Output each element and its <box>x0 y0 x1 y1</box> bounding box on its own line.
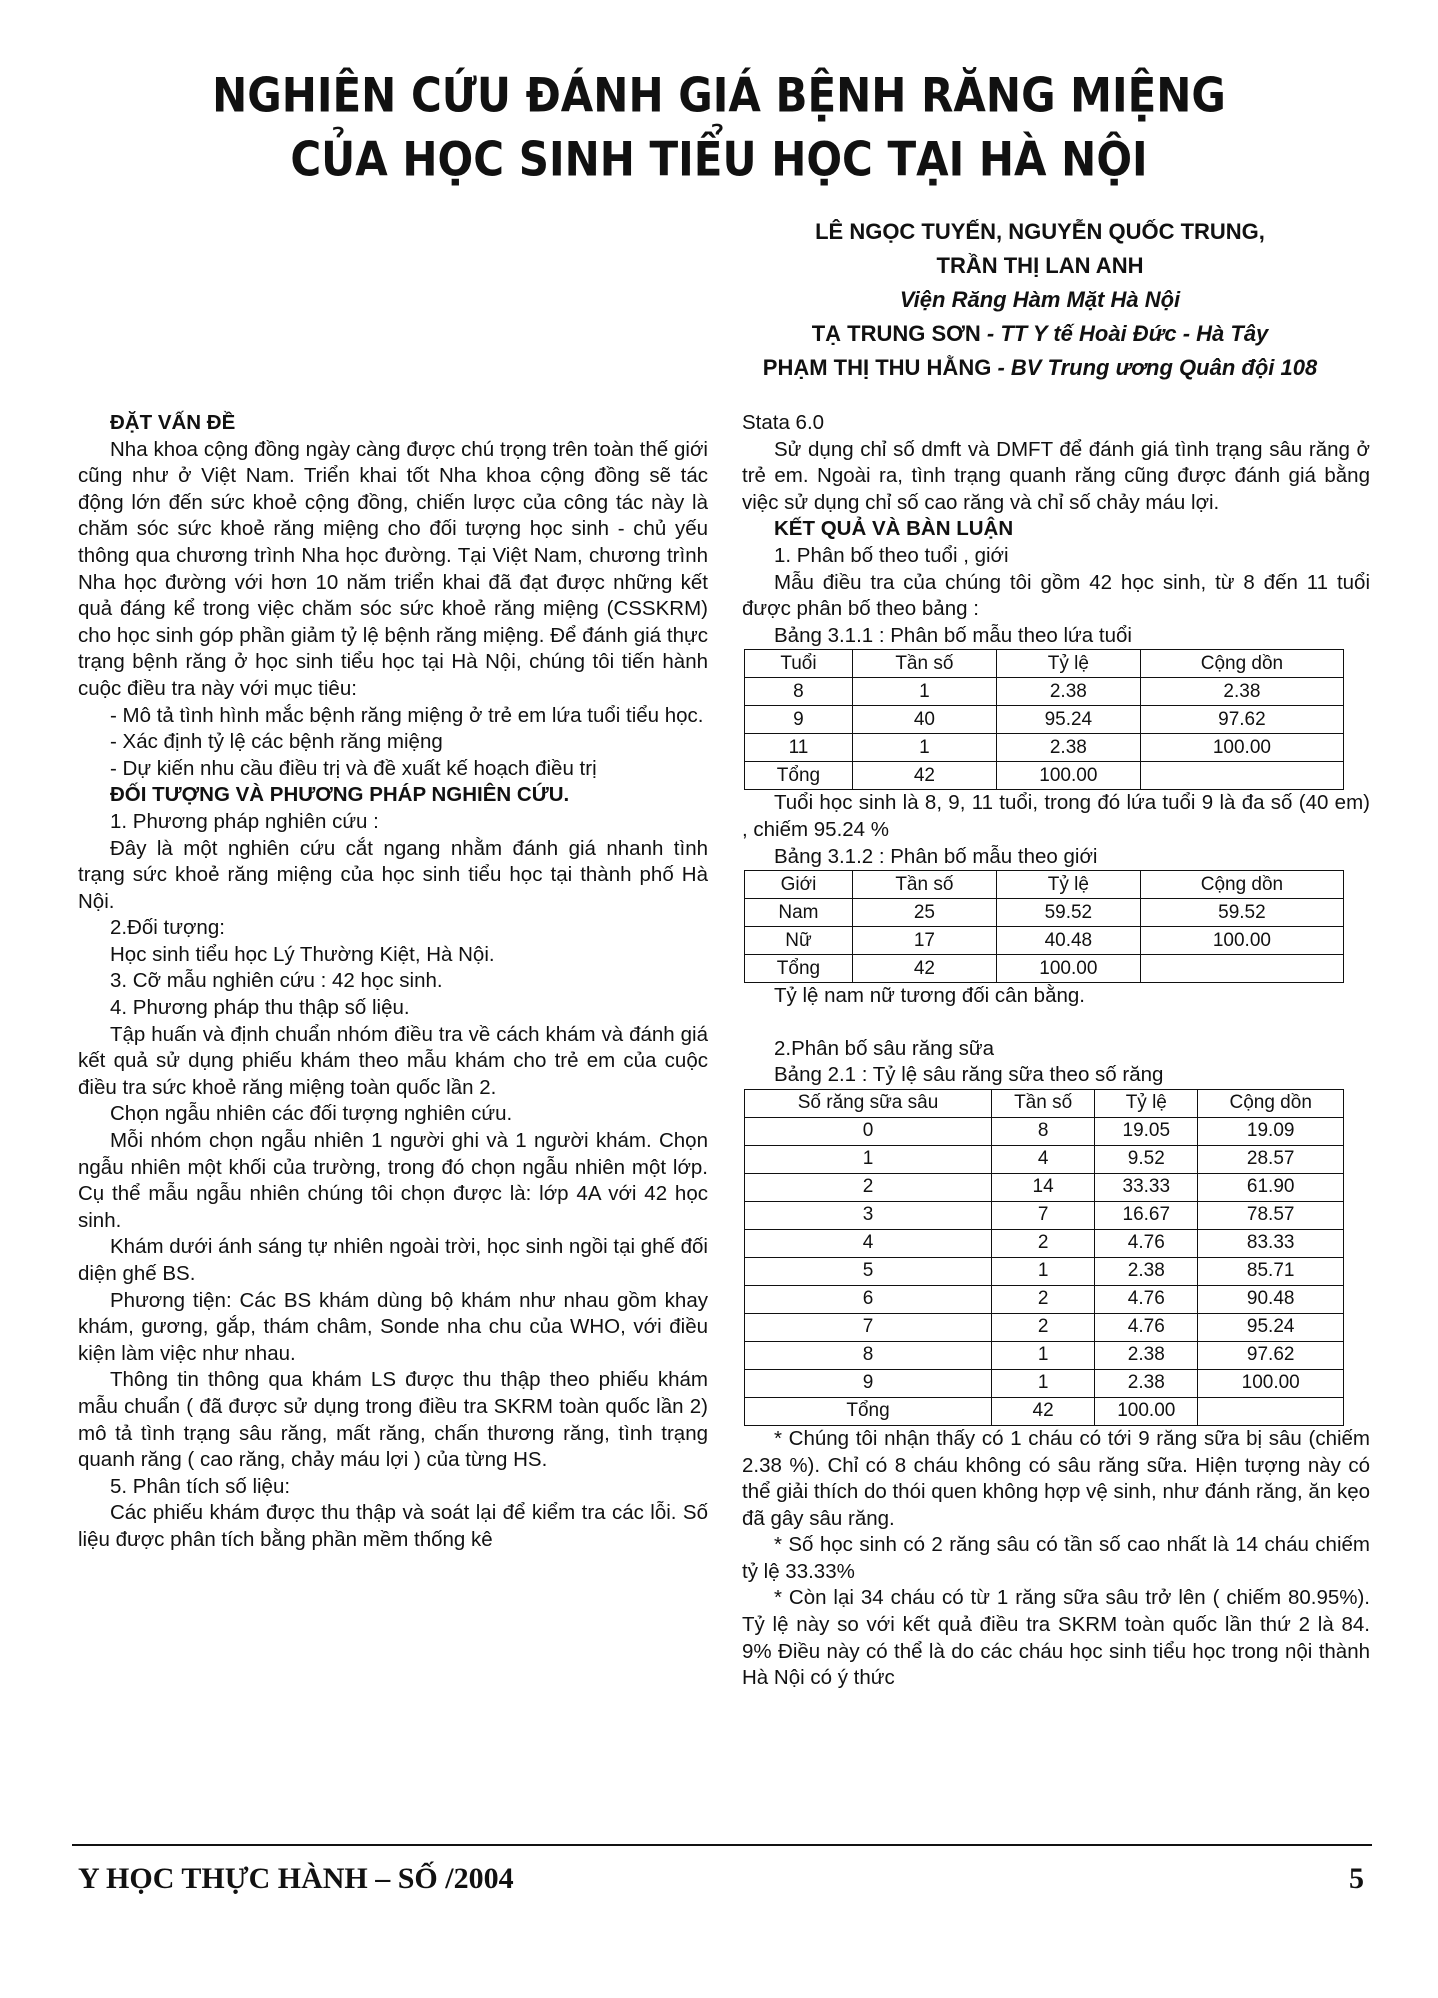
table-cell: Tổng <box>745 1397 992 1425</box>
paragraph: Đây là một nghiên cứu cắt ngang nhằm đánh giá nhanh tình trạng sức khoẻ răng miệng của học sinh tiểu học tại thành phố Hà Nội. <box>78 836 708 913</box>
table-cell: 2.38 <box>1095 1257 1198 1285</box>
table-cell: 2 <box>745 1173 992 1201</box>
table-header-cell: Tỷ lệ <box>996 650 1140 678</box>
table-header-cell: Tần số <box>852 650 996 678</box>
table-row <box>745 678 1344 706</box>
table-row <box>745 927 1344 955</box>
table-cell: 11 <box>745 734 853 762</box>
journal-footer: Y HỌC THỰC HÀNH – SỐ /2004 <box>78 1862 514 1895</box>
table-cell: 97.62 <box>1140 706 1343 734</box>
table-cell: 90.48 <box>1198 1285 1344 1313</box>
table-cell: 4.76 <box>1095 1285 1198 1313</box>
table-cell: 85.71 <box>1198 1257 1344 1285</box>
table-cell: 19.05 <box>1095 1117 1198 1145</box>
author-line-5 <box>700 351 1380 385</box>
table-cell: 2 <box>992 1285 1095 1313</box>
table-cell <box>1140 762 1343 790</box>
table-header-cell: Cộng dồn <box>1198 1089 1344 1117</box>
table-cell <box>1198 1397 1344 1425</box>
table-row <box>745 706 1344 734</box>
table-row <box>745 1229 1344 1257</box>
table-cell: 59.52 <box>1140 899 1343 927</box>
paragraph: Tuổi học sinh là 8, 9, 11 tuổi, trong đó lứa tuổi 9 là đa số (40 em) , chiếm 95.24 % <box>742 791 1370 841</box>
table-cell: 2 <box>992 1313 1095 1341</box>
objective-item: - Mô tả tình hình mắc bệnh răng miệng ở trẻ em lứa tuổi tiểu học. <box>110 703 704 727</box>
table-cell: 2.38 <box>1095 1369 1198 1397</box>
table-row <box>745 1117 1344 1145</box>
table-header-cell: Cộng dồn <box>1140 650 1343 678</box>
author-name-4: TẠ TRUNG SƠN <box>811 321 981 346</box>
table-cell: 1 <box>852 678 996 706</box>
section-heading-intro: ĐẶT VẤN ĐỀ <box>110 411 236 434</box>
table-cell: 7 <box>992 1201 1095 1229</box>
table-age-distribution <box>744 649 1344 790</box>
table-cell: 4.76 <box>1095 1313 1198 1341</box>
author-line-4 <box>700 317 1380 351</box>
table-cell: 100.00 <box>1198 1369 1344 1397</box>
table-cell: 42 <box>852 955 996 983</box>
table-cell: 78.57 <box>1198 1201 1344 1229</box>
subheading: 3. Cỡ mẫu nghiên cứu : 42 học sinh. <box>110 969 443 993</box>
table-cell: 25 <box>852 899 996 927</box>
section-heading-methods: ĐỐI TƯỢNG VÀ PHƯƠNG PHÁP NGHIÊN CỨU. <box>110 783 570 807</box>
table-header-row <box>745 650 1344 678</box>
table-header-cell: Số răng sữa sâu <box>745 1089 992 1117</box>
paragraph: Sử dụng chỉ số dmft và DMFT để đánh giá tình trạng sâu răng ở trẻ em. Ngoài ra, tình trạng quanh răng cũng được đánh giá bằng việc sử dụng chỉ số cao răng và chỉ số chảy máu lợi. <box>742 437 1370 514</box>
footer-rule <box>72 1844 1372 1846</box>
subheading: 1. Phương pháp nghiên cứu : <box>110 809 379 833</box>
table-cell: 100.00 <box>996 762 1140 790</box>
table-cell: Tổng <box>745 762 853 790</box>
table-row <box>745 1285 1344 1313</box>
table-header-row <box>745 871 1344 899</box>
table-cell: 4 <box>745 1229 992 1257</box>
table-cell: 28.57 <box>1198 1145 1344 1173</box>
table-cell: 1 <box>745 1145 992 1173</box>
table-cell: 0 <box>745 1117 992 1145</box>
table-cell: 9.52 <box>1095 1145 1198 1173</box>
table-gender-distribution <box>744 870 1344 983</box>
table-row <box>745 1145 1344 1173</box>
table-cell: Nam <box>745 899 853 927</box>
table-cell: 40 <box>852 706 996 734</box>
table-cell: 59.52 <box>996 899 1140 927</box>
table-cell: 14 <box>992 1173 1095 1201</box>
table-row <box>745 955 1344 983</box>
table-header-cell: Cộng dồn <box>1140 871 1343 899</box>
author-line-1: LÊ NGỌC TUYẾN, NGUYỄN QUỐC TRUNG, <box>815 219 1265 244</box>
table-row <box>745 899 1344 927</box>
table-caption-caries: Bảng 2.1 : Tỷ lệ sâu răng sữa theo số răng <box>774 1063 1164 1087</box>
table-header-cell: Tỷ lệ <box>996 871 1140 899</box>
table-cell: 100.00 <box>1095 1397 1198 1425</box>
table-cell: 5 <box>745 1257 992 1285</box>
subheading: 1. Phân bố theo tuổi , giới <box>774 543 1009 567</box>
table-header-row <box>745 1089 1344 1117</box>
table-cell: 61.90 <box>1198 1173 1344 1201</box>
table-row <box>745 1397 1344 1425</box>
paragraph: Chọn ngẫu nhiên các đối tượng nghiên cứu. <box>110 1102 513 1126</box>
table-row <box>745 762 1344 790</box>
paragraph: Nha khoa cộng đồng ngày càng được chú trọng trên toàn thế giới cũng như ở Việt Nam. Triển khai tốt Nha khoa cộng đồng sẽ tác động lớn đến sức khoẻ cộng đồng, chiến lược của công tác này là chăm sóc sức khoẻ răng miệng cho đối tượng học sinh - chủ yếu thông qua chương trình Nha học đường. Tại Việt Nam, chương trình Nha học đường với hơn 10 năm triển khai đã đạt được những kết quả đáng kể trong việc chăm sóc sức khoẻ răng miệng (CSSKRM) cho học sinh góp phần giảm tỷ lệ bệnh răng miệng. Để đánh giá thực trạng bệnh răng ở học sinh tiểu học tại Hà Nội, chúng tôi tiến hành cuộc điều tra này với mục tiêu: <box>78 437 708 700</box>
table-cell: 9 <box>745 1369 992 1397</box>
table-cell: 7 <box>745 1313 992 1341</box>
table-cell: 33.33 <box>1095 1173 1198 1201</box>
authors-block <box>700 215 1380 385</box>
table-header-cell: Tỷ lệ <box>1095 1089 1198 1117</box>
table-row <box>745 1257 1344 1285</box>
table-cell: 100.00 <box>1140 734 1343 762</box>
table-cell: 17 <box>852 927 996 955</box>
table-cell: 97.62 <box>1198 1341 1344 1369</box>
table-cell: 16.67 <box>1095 1201 1198 1229</box>
table-row <box>745 1173 1344 1201</box>
table-cell: 1 <box>992 1341 1095 1369</box>
table-cell: 2.38 <box>996 734 1140 762</box>
table-cell: 100.00 <box>1140 927 1343 955</box>
table-cell: 2.38 <box>1140 678 1343 706</box>
paragraph: Mẫu điều tra của chúng tôi gồm 42 học sinh, từ 8 đến 11 tuổi được phân bố theo bảng : <box>742 570 1370 621</box>
table-cell: 8 <box>745 678 853 706</box>
left-column <box>78 410 708 1554</box>
table-cell: 9 <box>745 706 853 734</box>
table-cell: 1 <box>992 1257 1095 1285</box>
paragraph: Mỗi nhóm chọn ngẫu nhiên 1 người ghi và 1 người khám. Chọn ngẫu nhiên một khối của trường, trong đó chọn ngẫu nhiên một lớp. Cụ thể mẫu ngẫu nhiên chúng tôi chọn được là: lớp 4A với 42 học sinh. <box>78 1129 708 1232</box>
table-caption-age: Bảng 3.1.1 : Phân bố mẫu theo lứa tuổi <box>774 623 1132 647</box>
subheading: 5. Phân tích số liệu: <box>110 1474 291 1498</box>
table-row <box>745 1313 1344 1341</box>
paragraph: * Còn lại 34 cháu có từ 1 răng sữa sâu trở lên ( chiếm 80.95%). Tỷ lệ này so với kết quả điều tra SKRM toàn quốc lần thứ 2 là 84. 9% Điều này có thể là do các cháu học sinh tiểu học trong nội thành Hà Nội có ý thức <box>742 1586 1370 1690</box>
table-cell: 19.09 <box>1198 1117 1344 1145</box>
table-header-cell: Tuổi <box>745 650 853 678</box>
author-name-5: PHẠM THỊ THU HẰNG <box>762 355 992 380</box>
paragraph: Thông tin thông qua khám LS được thu thập theo phiếu khám mẫu chuẩn ( đã được sử dụng trong điều tra SKRM toàn quốc lần 2) mô tả tình trạng sâu răng, mất răng, chấn thương răng, tình trạng quanh răng ( cao răng, chảy máu lợi ) của từng HS. <box>78 1368 708 1472</box>
table-row <box>745 1341 1344 1369</box>
right-column <box>742 410 1370 1692</box>
subheading: 2.Đối tượng: <box>110 916 225 940</box>
table-cell: 2 <box>992 1229 1095 1257</box>
table-cell <box>1140 955 1343 983</box>
table-cell: 6 <box>745 1285 992 1313</box>
table-header-cell: Giới <box>745 871 853 899</box>
table-row <box>745 734 1344 762</box>
table-cell: 1 <box>992 1369 1095 1397</box>
affiliation-5: - BV Trung ương Quân đội 108 <box>991 355 1318 380</box>
paragraph: * Số học sinh có 2 răng sâu có tần số cao nhất là 14 cháu chiếm tỷ lệ 33.33% <box>742 1533 1370 1583</box>
table-cell: Nữ <box>745 927 853 955</box>
table-cell: Tổng <box>745 955 853 983</box>
table-cell: 2.38 <box>996 678 1140 706</box>
affiliation-line-3: Viện Răng Hàm Mặt Hà Nội <box>899 287 1181 312</box>
table-cell: 95.24 <box>996 706 1140 734</box>
section-heading-results: KẾT QUẢ VÀ BÀN LUẬN <box>774 517 1014 541</box>
table-cell: 8 <box>745 1341 992 1369</box>
author-line-2: TRẦN THỊ LAN ANH <box>936 253 1144 278</box>
paragraph: Tập huấn và định chuẩn nhóm điều tra về cách khám và đánh giá kết quả sử dụng phiếu khám theo mẫu khám cho trẻ em của cuộc điều tra sức khoẻ răng miệng toàn quốc lần 2. <box>78 1022 708 1099</box>
table-header-cell: Tần số <box>852 871 996 899</box>
objective-item: - Xác định tỷ lệ các bệnh răng miệng <box>110 730 443 754</box>
paragraph: Stata 6.0 <box>742 411 825 434</box>
table-cell: 83.33 <box>1198 1229 1344 1257</box>
paragraph: Học sinh tiểu học Lý Thường Kiệt, Hà Nội. <box>110 942 495 966</box>
table-cell: 100.00 <box>996 955 1140 983</box>
paragraph: * Chúng tôi nhận thấy có 1 cháu có tới 9 răng sữa bị sâu (chiếm 2.38 %). Chỉ có 8 cháu không có sâu răng sữa. Hiện tượng này có thể giải thích do thói quen không hợp vệ sinh, như đánh răng, ăn kẹo đã gây sâu răng. <box>742 1426 1370 1530</box>
paragraph: Tỷ lệ nam nữ tương đối cân bằng. <box>774 984 1085 1008</box>
title-line-2: CỦA HỌC SINH TIỂU HỌC TẠI HÀ NỘI <box>290 132 1148 187</box>
paragraph: Các phiếu khám được thu thập và soát lại để kiểm tra các lỗi. Số liệu được phân tích bằng phần mềm thống kê <box>78 1501 708 1551</box>
table-cell: 8 <box>992 1117 1095 1145</box>
paragraph: Khám dưới ánh sáng tự nhiên ngoài trời, học sinh ngồi tại ghế đối diện ghế BS. <box>78 1235 708 1285</box>
table-caption-gender: Bảng 3.1.2 : Phân bố mẫu theo giới <box>774 844 1098 868</box>
table-header-cell: Tần số <box>992 1089 1095 1117</box>
table-cell: 95.24 <box>1198 1313 1344 1341</box>
table-cell: 3 <box>745 1201 992 1229</box>
subheading: 2.Phân bố sâu răng sữa <box>774 1036 995 1060</box>
table-cell: 4.76 <box>1095 1229 1198 1257</box>
table-cell: 42 <box>852 762 996 790</box>
table-cell: 1 <box>852 734 996 762</box>
page-number: 5 <box>1349 1862 1364 1895</box>
table-cell: 40.48 <box>996 927 1140 955</box>
title-line-1: NGHIÊN CỨU ĐÁNH GIÁ BỆNH RĂNG MIỆNG <box>212 68 1226 123</box>
table-cell: 42 <box>992 1397 1095 1425</box>
table-row <box>745 1369 1344 1397</box>
affiliation-4: - TT Y tế Hoài Đức - Hà Tây <box>980 321 1269 346</box>
table-cell: 4 <box>992 1145 1095 1173</box>
paragraph: Phương tiện: Các BS khám dùng bộ khám như nhau gồm khay khám, gương, gắp, thám châm, Sonde nha chu của WHO, với điều kiện làm việc như nhau. <box>78 1288 708 1365</box>
table-row <box>745 1201 1344 1229</box>
table-cell: 2.38 <box>1095 1341 1198 1369</box>
subheading: 4. Phương pháp thu thập số liệu. <box>110 996 410 1020</box>
objective-item: - Dự kiến nhu cầu điều trị và đề xuất kế hoạch điều trị <box>110 756 597 780</box>
table-caries-distribution <box>744 1089 1344 1426</box>
